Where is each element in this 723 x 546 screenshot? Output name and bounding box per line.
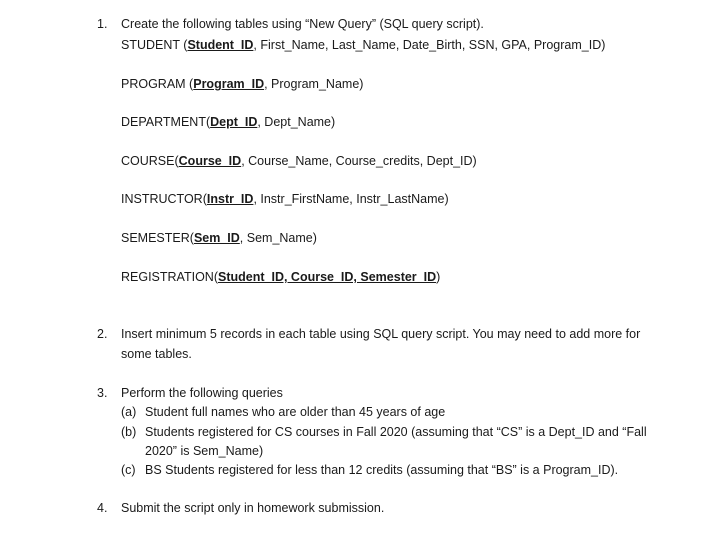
table-definition-instructor	[121, 192, 449, 206]
primary-key: Course_ID	[178, 154, 242, 168]
query-text-b-line-1: Students registered for CS courses in Fall 2020 (assuming that “CS” is a Dept_ID and “Fall	[145, 425, 647, 439]
item-text-line-2: some tables.	[121, 347, 192, 361]
query-label-c: (c)	[121, 463, 136, 477]
query-label-a: (a)	[121, 405, 137, 419]
query-text-a: Student full names who are older than 45 years of age	[145, 405, 446, 419]
table-name: INSTRUCTOR(	[121, 192, 207, 206]
table-definition-semester	[121, 231, 317, 245]
primary-key: Student_ID	[187, 38, 254, 52]
table-columns: , Sem_Name)	[239, 231, 317, 245]
item-text: Submit the script only in homework submission.	[121, 501, 385, 515]
table-columns: , Course_Name, Course_credits, Dept_ID)	[241, 154, 477, 168]
table-name: REGISTRATION(	[121, 270, 218, 284]
table-definition-department	[121, 115, 335, 129]
item-number: 2.	[97, 327, 108, 341]
table-definition-course	[121, 154, 477, 168]
query-text-c: BS Students registered for less than 12 credits (assuming that “BS” is a Program_ID).	[145, 463, 619, 477]
table-name: STUDENT (	[121, 38, 188, 52]
table-columns: , Instr_FirstName, Instr_LastName)	[253, 192, 449, 206]
table-columns: , Dept_Name)	[257, 115, 336, 129]
item-number: 1.	[97, 17, 108, 31]
table-columns: , First_Name, Last_Name, Date_Birth, SSN, GPA, Program_ID)	[253, 38, 606, 52]
table-definition-student	[121, 38, 605, 52]
table-name: COURSE(	[121, 154, 179, 168]
table-definition-program	[121, 77, 363, 91]
item-text-line-1: Insert minimum 5 records in each table using SQL query script. You may need to add more for	[121, 327, 641, 341]
query-text-b-line-2: 2020” is Sem_Name)	[145, 444, 264, 458]
item-number: 4.	[97, 501, 108, 515]
item-heading: Create the following tables using “New Query” (SQL query script).	[121, 17, 484, 31]
primary-key: Sem_ID	[193, 231, 240, 245]
table-columns: )	[436, 270, 441, 284]
item-number: 3.	[97, 386, 108, 400]
primary-key: Student_ID, Course_ID, Semester_ID	[218, 270, 437, 284]
table-name: DEPARTMENT(	[121, 115, 211, 129]
table-columns: , Program_Name)	[264, 77, 364, 91]
table-name: SEMESTER(	[121, 231, 194, 245]
table-name: PROGRAM (	[121, 77, 194, 91]
table-definition-registration	[121, 270, 440, 284]
query-label-b: (b)	[121, 425, 137, 439]
primary-key: Program_ID	[193, 77, 265, 91]
primary-key: Dept_ID	[210, 115, 258, 129]
item-heading: Perform the following queries	[121, 386, 283, 400]
primary-key: Instr_ID	[206, 192, 254, 206]
